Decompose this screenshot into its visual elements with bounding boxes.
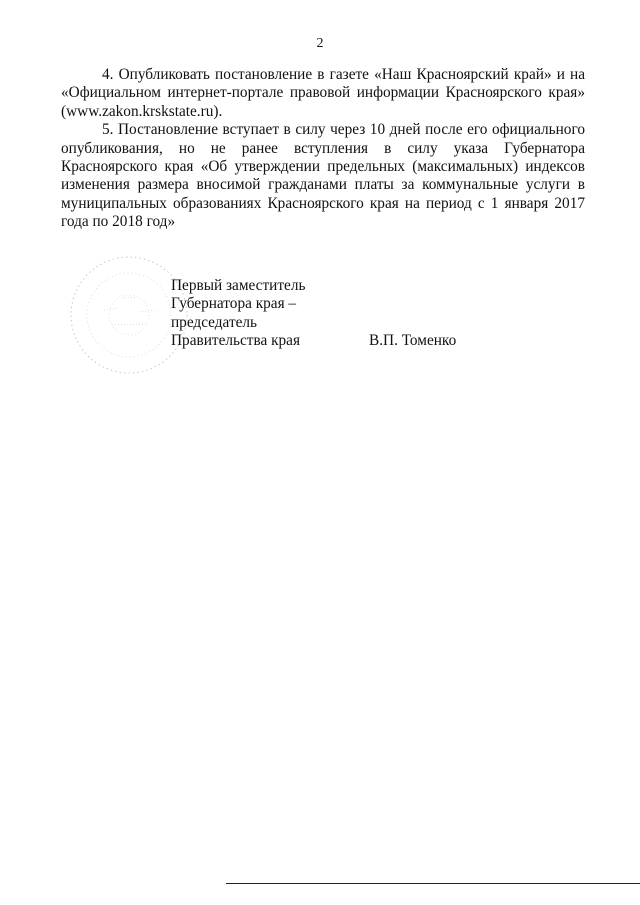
- page-number: 2: [316, 36, 324, 51]
- signatory-position-line-2: Губернатора края –: [171, 295, 297, 313]
- signatory-name: В.П. Томенко: [369, 332, 457, 349]
- signatory-position-line-1: Первый заместитель: [171, 277, 306, 294]
- footer-divider: [226, 883, 640, 884]
- signatory-position: [171, 277, 305, 351]
- signatory-position-line-4: Правительства края: [171, 332, 300, 350]
- paragraph-5: 5. Постановление вступает в силу через 10 дней после его официального опубликования, но не ранее вступления в силу указа Губернатора Красноярского края «Об утверждении предельных (максимальных) индексов изменения размера вносимой гражданами платы за коммунальные услуги в муниципальных образованиях Красноярского края на период с 1 января 2017 года по 2018 год»: [61, 121, 585, 231]
- document-body: [61, 66, 585, 232]
- paragraph-4: 4. Опубликовать постановление в газете «Наш Красноярский край» и на «Официальном интернет-портале правовой информации Красноярского края» (www.zakon.krskstate.ru).: [61, 66, 585, 120]
- signatory-position-line-3: председатель: [171, 313, 258, 331]
